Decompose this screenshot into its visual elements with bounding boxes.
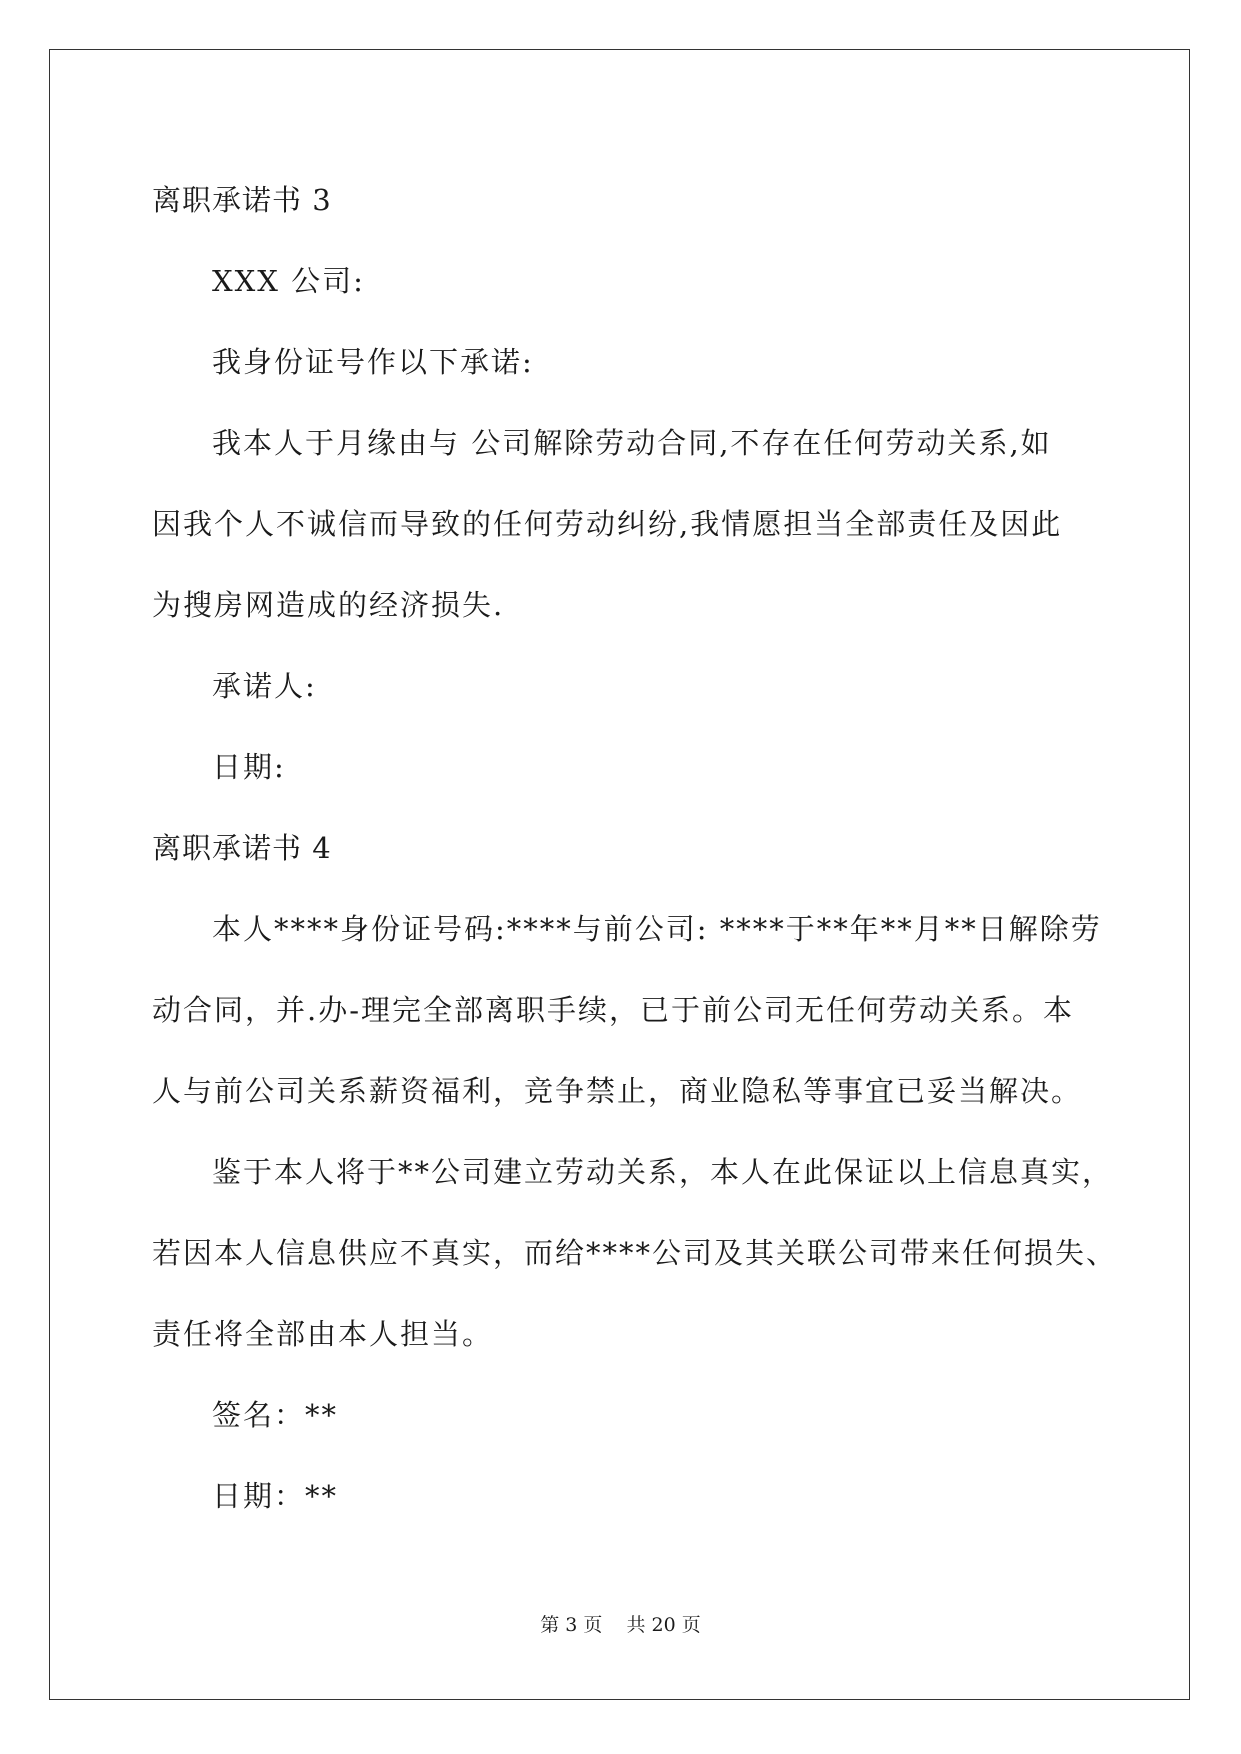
section-3-salutation: XXX 公司:	[212, 264, 365, 298]
section-4-para1-line: 动合同，并.办-理完全部离职手续，已于前公司无任何劳动关系。本	[152, 993, 1075, 1027]
page-footer	[0, 1610, 1241, 1637]
section-3-body-line: 为搜房网造成的经济损失.	[152, 588, 505, 622]
section-4-para1-line: 本人****身份证号码:****与前公司: ****于**年**月**日解除劳	[212, 912, 1102, 946]
section-3-body-line: 我本人于月缘由与 公司解除劳动合同,不存在任何劳动关系,如	[212, 426, 1052, 460]
document-body	[152, 160, 1118, 1537]
section-3-body-line: 因我个人不诚信而导致的任何劳动纠纷,我情愿担当全部责任及因此	[152, 507, 1063, 541]
section-3-signer: 承诺人:	[212, 669, 317, 703]
section-4-para2-line: 责任将全部由本人担当。	[152, 1317, 494, 1351]
section-4-title: 离职承诺书 4	[152, 831, 332, 865]
section-3-date: 日期:	[212, 750, 286, 784]
section-4-para1-line: 人与前公司关系薪资福利，竞争禁止，商业隐私等事宜已妥当解决。	[152, 1074, 1083, 1108]
section-3-intro: 我身份证号作以下承诺:	[212, 345, 534, 379]
section-3-title: 离职承诺书 3	[152, 183, 332, 217]
section-4-signature: 签名：**	[212, 1398, 339, 1432]
section-4-para2-line: 若因本人信息供应不真实，而给****公司及其关联公司带来任何损失、	[152, 1236, 1118, 1270]
section-4-para2-line: 鉴于本人将于**公司建立劳动关系，本人在此保证以上信息真实，	[212, 1155, 1114, 1189]
page-total: 共 20 页	[626, 1614, 701, 1636]
section-4-date: 日期：**	[212, 1479, 339, 1513]
page-number: 第 3 页	[540, 1614, 603, 1636]
